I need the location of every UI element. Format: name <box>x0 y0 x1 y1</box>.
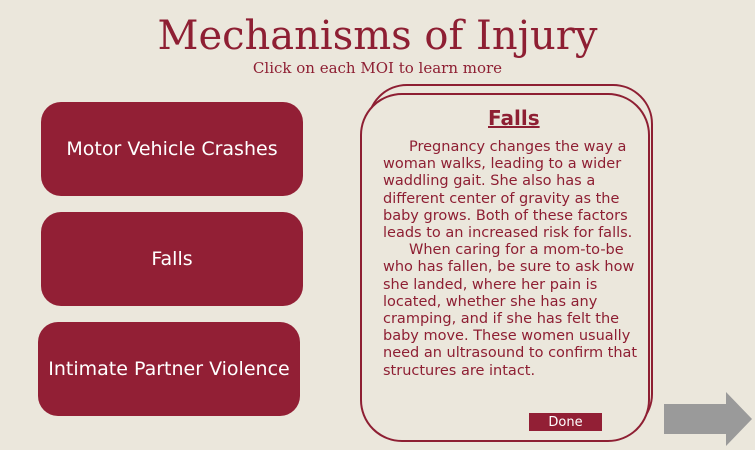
panel-title: Falls <box>488 106 540 130</box>
motor-vehicle-crashes-button[interactable] <box>41 102 303 196</box>
page-subtitle: Click on each MOI to learn more <box>252 59 503 77</box>
button-label: Motor Vehicle Crashes <box>66 138 278 160</box>
next-button[interactable] <box>664 392 752 446</box>
done-label: Done <box>548 414 583 430</box>
button-label: Falls <box>151 248 193 270</box>
button-label: Intimate Partner Violence <box>48 358 290 380</box>
intimate-partner-violence-button[interactable] <box>38 322 300 416</box>
page-title: Mechanisms of Injury <box>157 13 598 59</box>
right-arrow-icon <box>664 392 752 446</box>
panel-paragraph: Pregnancy changes the way a woman walks, leading to a wider waddling gait. She also has a different center of gravity as the baby grows. Both of these factors leads to an increased risk for falls. <box>383 139 633 242</box>
panel-body <box>383 139 645 380</box>
falls-button[interactable] <box>41 212 303 306</box>
panel-paragraph: When caring for a mom-to-be who has fallen, be sure to ask how she landed, where her pain is located, whether she has any cramping, and if she has felt the baby move. These women usually need an ultrasound to confirm that structures are intact. <box>383 242 638 379</box>
done-button[interactable] <box>529 413 602 431</box>
